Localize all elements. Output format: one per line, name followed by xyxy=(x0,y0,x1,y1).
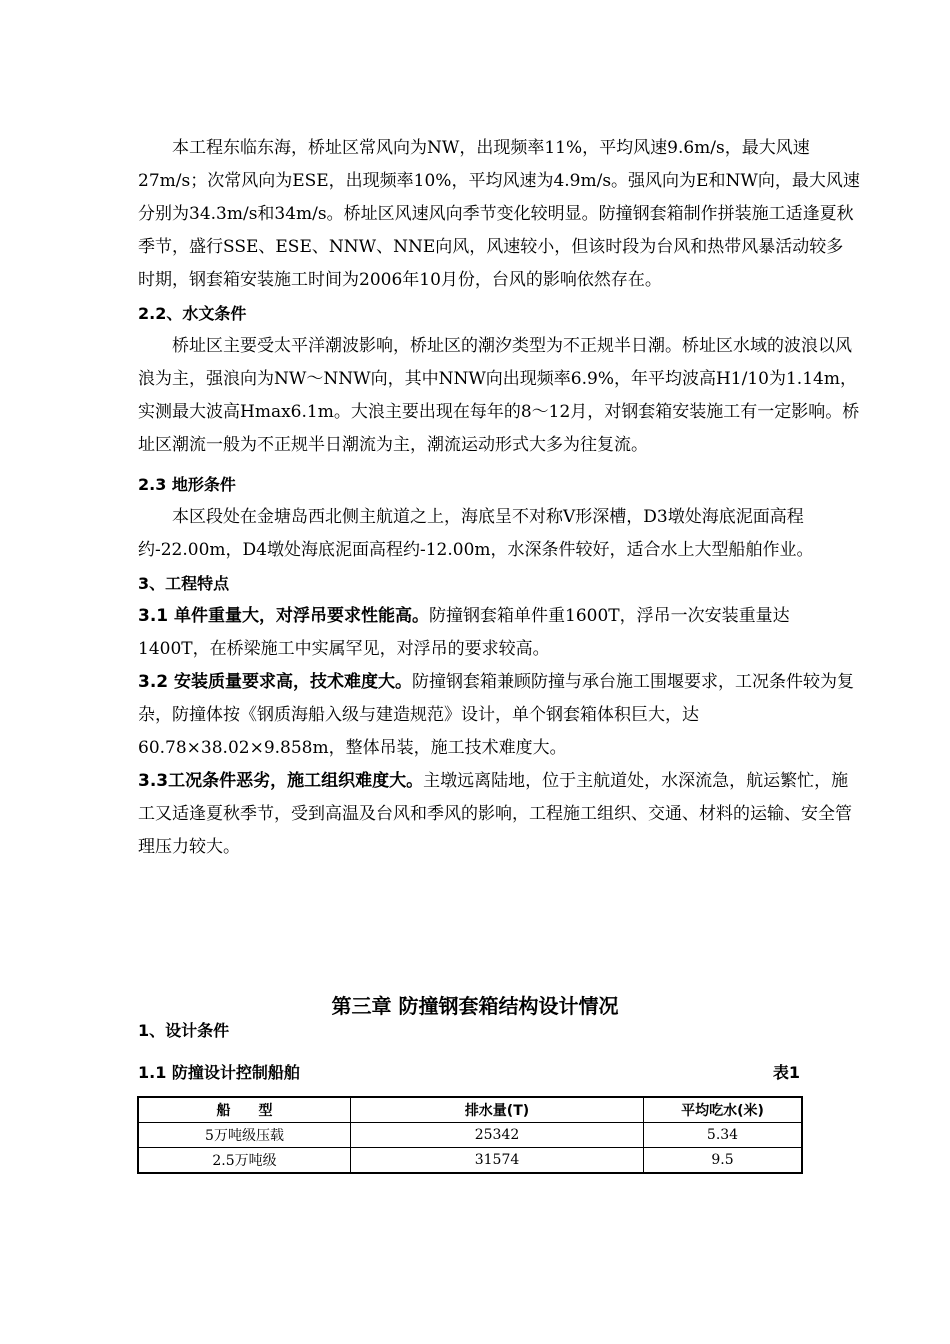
table-cell: 5万吨级压载 xyxy=(138,1123,351,1148)
table-cell: 25342 xyxy=(351,1123,644,1148)
feature-2-title: 3.2 安装质量要求高，技术难度大。 xyxy=(138,672,413,692)
wind-paragraph: 本工程东临东海，桥址区常风向为NW，出现频率11%，平均风速9.6m/s，最大风速27m/s；次常风向为ESE，出现频率10%，平均风速为4.9m/s。强风向为E和NW向，最大风速分别为34.3m/s和34m/s。桥址区风速风向季节变化较明显。防撞钢套箱制作拼装施工适逢夏秋季节，盛行SSE、ESE、NNW、NNE向风，风速较小，但该时段为台风和热带风暴活动较多时期，钢套箱安装施工时间为2006年10月份，台风的影响依然存在。 xyxy=(138,138,860,290)
table-caption-number: 表1 xyxy=(772,1063,800,1082)
header-displacement: 排水量(T) xyxy=(351,1097,644,1123)
chapter-title: 第三章 防撞钢套箱结构设计情况 xyxy=(331,994,619,1018)
table-cell: 5.34 xyxy=(644,1123,803,1148)
feature-3-text: 主墩远离陆地，位于主航道处，水深流急，航运繁忙，施工又适逢夏秋季节，受到高温及台风和季风的影响，工程施工组织、交通、材料的运输、安全管理压力较大。 xyxy=(138,771,852,857)
header-ship-type: 船 型 xyxy=(138,1097,351,1123)
hydro-heading: 2.2、水文条件 xyxy=(138,304,247,323)
feature-1-title: 3.1 单件重量大，对浮吊要求性能高。 xyxy=(138,606,430,626)
body-text xyxy=(138,132,860,864)
feature-3 xyxy=(138,765,860,864)
ship-table xyxy=(137,1096,803,1174)
table-header-row xyxy=(138,1097,802,1123)
table-row xyxy=(138,1148,802,1174)
design-heading: 1、设计条件 xyxy=(138,1021,230,1040)
terrain-paragraph: 本区段处在金塘岛西北侧主航道之上，海底呈不对称V形深槽，D3墩处海底泥面高程约-22.00m，D4墩处海底泥面高程约-12.00m，水深条件较好，适合水上大型船舶作业。 xyxy=(138,507,814,560)
feature-2 xyxy=(138,666,860,765)
header-draft: 平均吃水(米) xyxy=(644,1097,803,1123)
table-cell: 31574 xyxy=(351,1148,644,1174)
table-caption-title: 1.1 防撞设计控制船舶 xyxy=(138,1063,300,1082)
table-caption xyxy=(138,1060,800,1083)
table-cell: 9.5 xyxy=(644,1148,803,1174)
feature-1 xyxy=(138,600,860,666)
terrain-heading: 2.3 地形条件 xyxy=(138,475,236,494)
features-heading: 3、工程特点 xyxy=(138,574,230,593)
table-cell: 2.5万吨级 xyxy=(138,1148,351,1174)
feature-2-text: 防撞钢套箱兼顾防撞与承台施工围堰要求，工况条件较为复杂，防撞体按《钢质海船入级与建造规范》设计，单个钢套箱体积巨大，达60.78×38.02×9.858m，整体吊装，施工技术难度大。 xyxy=(138,672,855,758)
hydro-paragraph: 桥址区主要受太平洋潮波影响，桥址区的潮汐类型为不正规半日潮。桥址区水域的波浪以风浪为主，强浪向为NW～NNW向，其中NNW向出现频率6.9%，年平均波高H1/10为1.14m，实测最大波高Hmax6.1m。大浪主要出现在每年的8～12月，对钢套箱安装施工有一定影响。桥址区潮流一般为不正规半日潮流为主，潮流运动形式大多为往复流。 xyxy=(138,336,860,455)
feature-3-title: 3.3工况条件恶劣，施工组织难度大。 xyxy=(138,771,424,791)
table-row xyxy=(138,1123,802,1148)
feature-1-text: 防撞钢套箱单件重1600T，浮吊一次安装重量达1400T，在桥梁施工中实属罕见，对浮吊的要求较高。 xyxy=(138,606,790,659)
